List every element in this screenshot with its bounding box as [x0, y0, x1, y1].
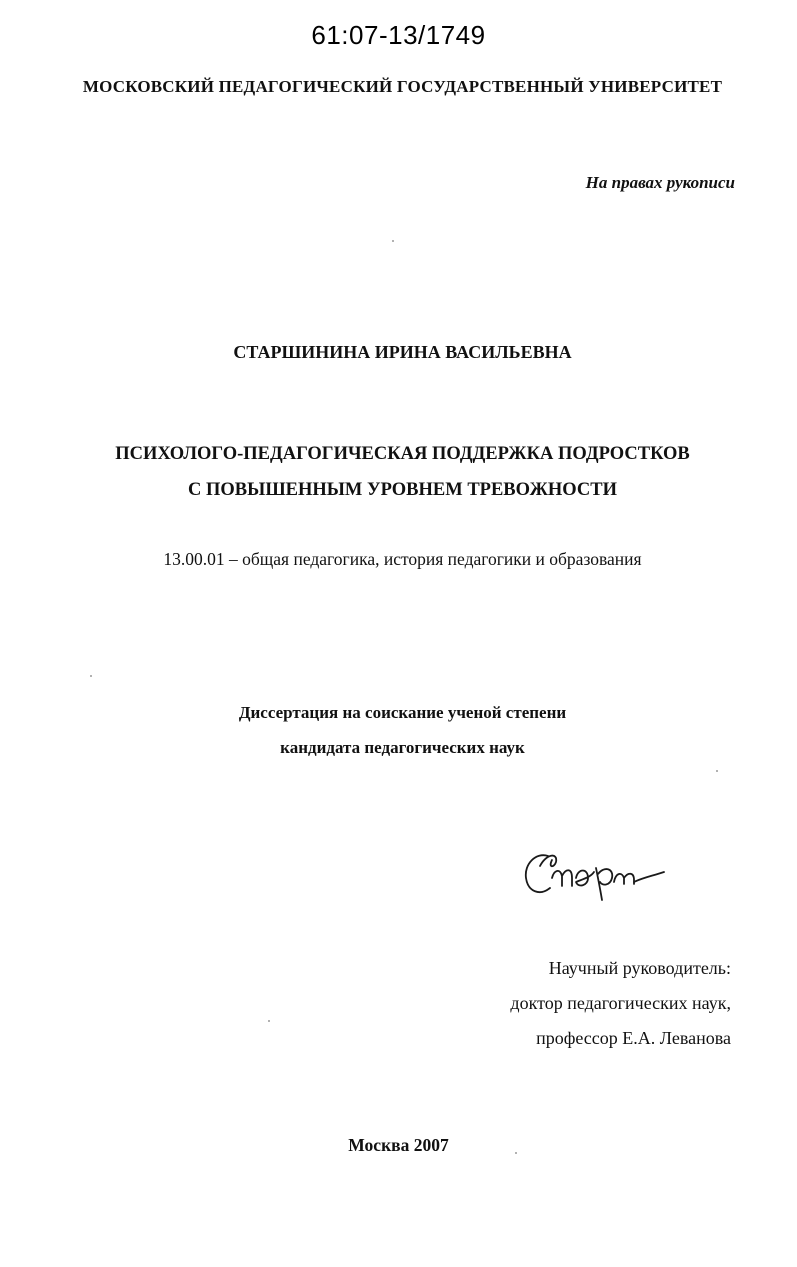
title-line: С ПОВЫШЕННЫМ УРОВНЕМ ТРЕВОЖНОСТИ [188, 480, 617, 500]
manuscript-note: На правах рукописи [585, 173, 735, 192]
supervisor-block [510, 951, 731, 1056]
scan-speck [90, 675, 92, 677]
scan-speck [268, 1020, 270, 1022]
scan-speck [392, 240, 394, 242]
signature-icon [518, 838, 678, 918]
supervisor-line: Научный руководитель: [548, 958, 731, 978]
scan-speck [515, 1152, 517, 1154]
university-name: МОСКОВСКИЙ ПЕДАГОГИЧЕСКИЙ ГОСУДАРСТВЕННЫЙ УНИВЕРСИТЕТ [82, 77, 723, 96]
specialty-code: 13.00.01 – общая педагогика, история педагогики и образования [163, 549, 642, 569]
title-line: ПСИХОЛОГО-ПЕДАГОГИЧЕСКАЯ ПОДДЕРЖКА ПОДРОСТКОВ [115, 444, 690, 464]
degree-line: кандидата педагогических наук [280, 738, 525, 757]
supervisor-line: доктор педагогических наук, [510, 993, 731, 1013]
author-name: СТАРШИНИНА ИРИНА ВАСИЛЬЕВНА [233, 342, 572, 362]
supervisor-line: профессор Е.А. Леванова [536, 1028, 731, 1048]
dissertation-title [0, 436, 797, 508]
city-year: Москва 2007 [348, 1135, 449, 1155]
catalog-code: 61:07-13/1749 [311, 20, 486, 50]
degree-line: Диссертация на соискание ученой степени [238, 703, 567, 722]
scan-speck [716, 770, 718, 772]
degree-statement [0, 695, 797, 765]
